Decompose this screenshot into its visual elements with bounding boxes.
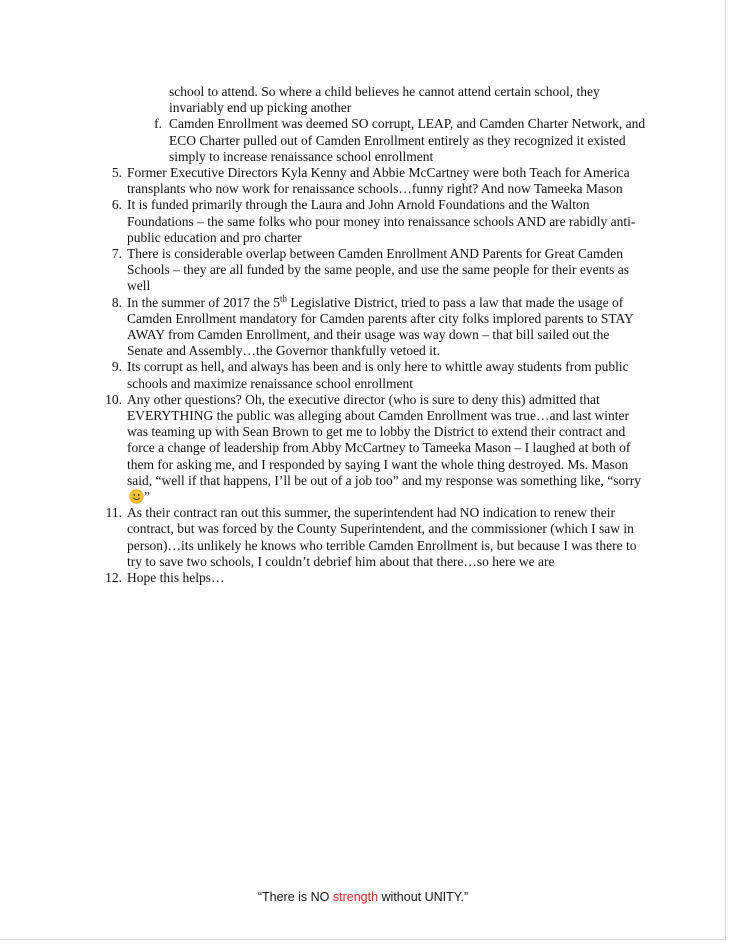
list-item-text: Camden Enrollment was deemed SO corrupt, LEAP, and Camden Charter Network, and ECO Charter pulled out of Camden Enrollment entirely as they recognized it existed simply to increase renaissance school enrollment — [169, 116, 646, 164]
list-item-text: Former Executive Directors Kyla Kenny and Abbie McCartney were both Teach for America transplants who now work for renaissance schools…funny right? And now Tameeka Mason — [127, 165, 630, 197]
list-marker: 8. — [111, 294, 122, 310]
list-item-text — [127, 295, 648, 360]
page-footer-quote — [0, 890, 726, 904]
smiling-face-icon — [129, 489, 144, 504]
list-marker: 5. — [111, 165, 122, 181]
list-item — [100, 570, 648, 586]
list-marker: 6. — [111, 197, 122, 213]
list-item-text-start: Any other questions? Oh, the executive director (who is sure to deny this) admitted that EVERYTHING the public was alleging about Camden Enrollment was true…and last winter was teaming up with Sean Brown to get me to lobby the District to extend their contract and force a change of leadership from Abby McCartney to Tameeka Mason – I laughed at both of them for asking me, and I responded by saying I want the whole thing destroyed. Ms. Mason said, “well if that happens, I’ll be out of a job too” and my response was something like, “sorry — [127, 391, 642, 488]
list-item-text: There is considerable overlap between Camden Enrollment AND Parents for Great Camden Schools – they are all funded by the same people, and use the same people for their events as well — [127, 246, 629, 294]
list-item — [100, 84, 648, 116]
footer-text-end: without UNITY.” — [378, 890, 469, 904]
list-item — [100, 295, 648, 360]
list-item-text: It is funded primarily through the Laura and John Arnold Foundations and the Walton Foundations – the same folks who pour money into renaissance schools AND are rabidly anti-public education and pro charter — [127, 197, 636, 245]
footer-highlight-word: strength — [332, 890, 379, 904]
list-item-text: Hope this helps… — [127, 570, 225, 586]
list-marker: 11. — [105, 505, 122, 521]
list-marker: 10. — [105, 391, 122, 407]
list-item — [100, 246, 648, 295]
list-item — [100, 505, 648, 570]
list-marker: 9. — [111, 359, 122, 375]
list-item — [100, 359, 648, 391]
list-marker: 12. — [105, 570, 122, 586]
list-marker: f. — [154, 116, 162, 132]
ordinal-superscript: th — [279, 293, 287, 304]
list-item-text: As their contract ran out this summer, the superintendent had NO indication to renew their contract, but was forced by the County Superintendent, and the commissioner (which I saw in person)…its unlikely he knows who terrible Camden Enrollment is, but because I was there to try to save two schools, I couldn’t debrief him about that there…so here we are — [127, 505, 637, 569]
list-item-text — [127, 392, 648, 505]
document-body — [100, 84, 648, 586]
list-item — [100, 116, 648, 165]
list-item — [100, 165, 648, 197]
list-item — [100, 392, 648, 505]
list-marker: 7. — [111, 246, 122, 262]
list-item-text: Its corrupt as hell, and always has been and is only here to whittle away students from public schools and maximize renaissance school enrollment — [127, 359, 629, 391]
list-item — [100, 197, 648, 246]
list-item-text-start: In the summer of 2017 the 5 — [127, 294, 280, 310]
closing-quote: ” — [144, 489, 150, 505]
list-item-text: school to attend. So where a child believes he cannot attend certain school, they invariably end up picking another — [169, 84, 600, 116]
footer-text-start: “There is NO — [257, 890, 333, 904]
list-item-text-end: Legislative District, tried to pass a law that made the usage of Camden Enrollment mandatory for Camden parents after city folks implored parents to STAY AWAY from Camden Enrollment, and their usage was way down – that bill sailed out the Senate and Assembly…the Governor thankfully vetoed it. — [127, 294, 634, 359]
